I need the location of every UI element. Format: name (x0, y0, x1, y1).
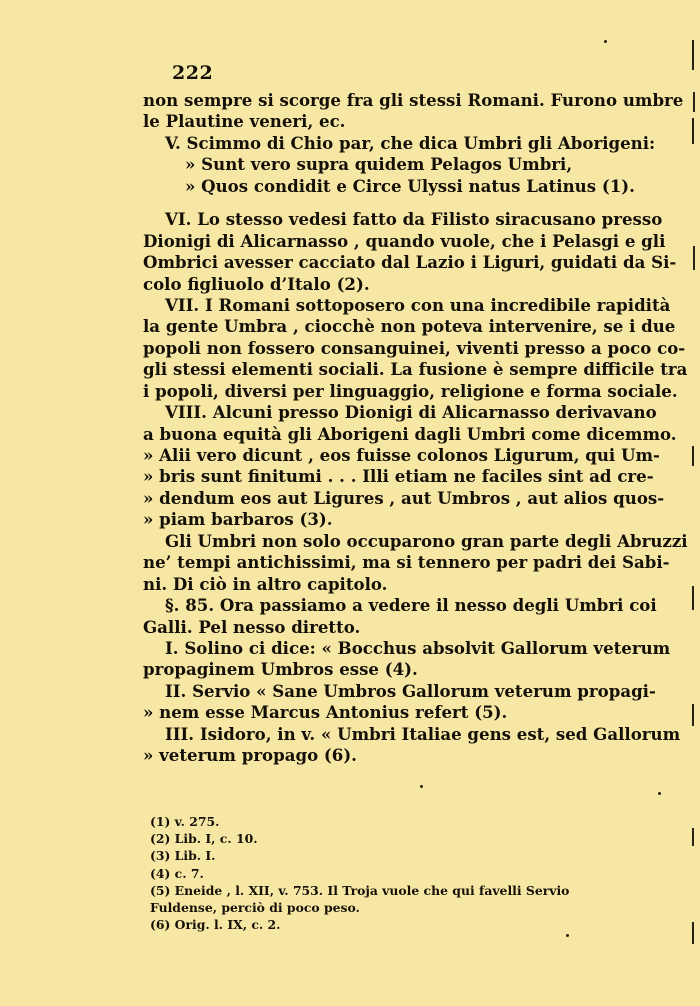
footnote-line: (4) c. 7. (150, 865, 204, 881)
text-line: I. Solino ci dice: « Bocchus absolvit Gallorum veterum (165, 637, 671, 658)
scan-speck (566, 934, 569, 937)
text-line: » piam barbaros (3). (143, 509, 333, 530)
scan-margin-line (692, 40, 694, 70)
body-text (143, 90, 688, 767)
text-line: Dionigi di Alicarnasso , quando vuole, che i Pelasgi e gli (143, 230, 666, 251)
scan-speck (420, 785, 423, 788)
text-line: propaginem Umbros esse (4). (143, 659, 418, 680)
scan-margin-line (692, 828, 694, 846)
scan-margin-line (693, 246, 695, 270)
text-line: la gente Umbra , ciocchè non poteva intervenire, se i due (143, 316, 676, 337)
text-line: a buona equità gli Aborigeni dagli Umbri come dicemmo. (143, 423, 677, 444)
text-line: » nem esse Marcus Antonius refert (5). (143, 702, 508, 723)
text-line: i popoli, diversi per linguaggio, religione e forma sociale. (143, 380, 678, 401)
text-line: Galli. Pel nesso diretto. (143, 616, 361, 637)
text-line: ni. Di ciò in altro capitolo. (143, 573, 388, 594)
footnote-line: (1) v. 275. (150, 814, 220, 829)
scan-speck (658, 792, 661, 795)
text-line: gli stessi elementi sociali. La fusione è sempre difficile tra (143, 359, 688, 380)
text-line: §. 85. Ora passiamo a vedere il nesso degli Umbri coi (165, 595, 657, 616)
text-line: ne’ tempi antichissimi, ma si tennero per padri dei Sabi- (143, 552, 670, 573)
text-line (143, 197, 637, 209)
scan-margin-line (692, 922, 694, 944)
scan-margin-line (692, 586, 694, 610)
text-line: VII. I Romani sottoposero con una incredibile rapidità (165, 294, 671, 315)
text-line: Gli Umbri non solo occuparono gran parte degli Abruzzi (165, 530, 688, 551)
scan-margin-line (692, 446, 694, 466)
text-line: VI. Lo stesso vedesi fatto da Filisto siracusano presso (165, 209, 663, 230)
text-line: Ombrici avesser cacciato dal Lazio i Liguri, guidati da Si- (143, 252, 677, 273)
text-line: V. Scimmo di Chio par, che dica Umbri gli Aborigeni: (165, 132, 656, 153)
text-line: le Plautine veneri, ec. (143, 111, 346, 132)
text-line: » bris sunt finitumi . . . Illi etiam ne faciles sint ad cre- (143, 466, 654, 487)
footnote-line: (3) Lib. I. (150, 848, 216, 864)
footnote-line: Fuldense, perciò di poco peso. (150, 899, 360, 915)
text-line: » Sunt vero supra quidem Pelagos Umbri, (185, 154, 573, 175)
page-number: 222 (172, 62, 214, 84)
text-line: » veterum propago (6). (143, 745, 357, 766)
footnote-line: (6) Orig. l. IX, c. 2. (150, 917, 281, 933)
text-line: » Alii vero dicunt , eos fuisse colonos Ligurum, qui Um- (143, 445, 660, 465)
scan-margin-line (692, 118, 694, 144)
footnote-line: (5) Eneide , l. XII, v. 753. Il Troja vuole che qui favelli Servio (150, 882, 570, 898)
scan-margin-line (693, 92, 695, 112)
footnote-line: (2) Lib. I, c. 10. (150, 831, 258, 847)
text-line: II. Servio « Sane Umbros Gallorum veterum propagi- (165, 680, 656, 701)
text-line: III. Isidoro, in v. « Umbri Italiae gens est, sed Gallorum (165, 723, 681, 744)
text-line: popoli non fossero consanguinei, viventi presso a poco co- (143, 337, 686, 358)
text-line: » Quos condidit e Circe Ulyssi natus Latinus (1). (185, 175, 635, 196)
text-line: VIII. Alcuni presso Dionigi di Alicarnasso derivavano (165, 402, 657, 423)
text-line: colo figliuolo d’Italo (2). (143, 273, 370, 294)
scan-speck (604, 40, 607, 43)
text-line: non sempre si scorge fra gli stessi Romani. Furono umbre (143, 90, 684, 110)
text-line: » dendum eos aut Ligures , aut Umbros , aut alios quos- (143, 487, 665, 508)
scan-margin-line (692, 704, 694, 726)
footnotes (150, 813, 640, 933)
